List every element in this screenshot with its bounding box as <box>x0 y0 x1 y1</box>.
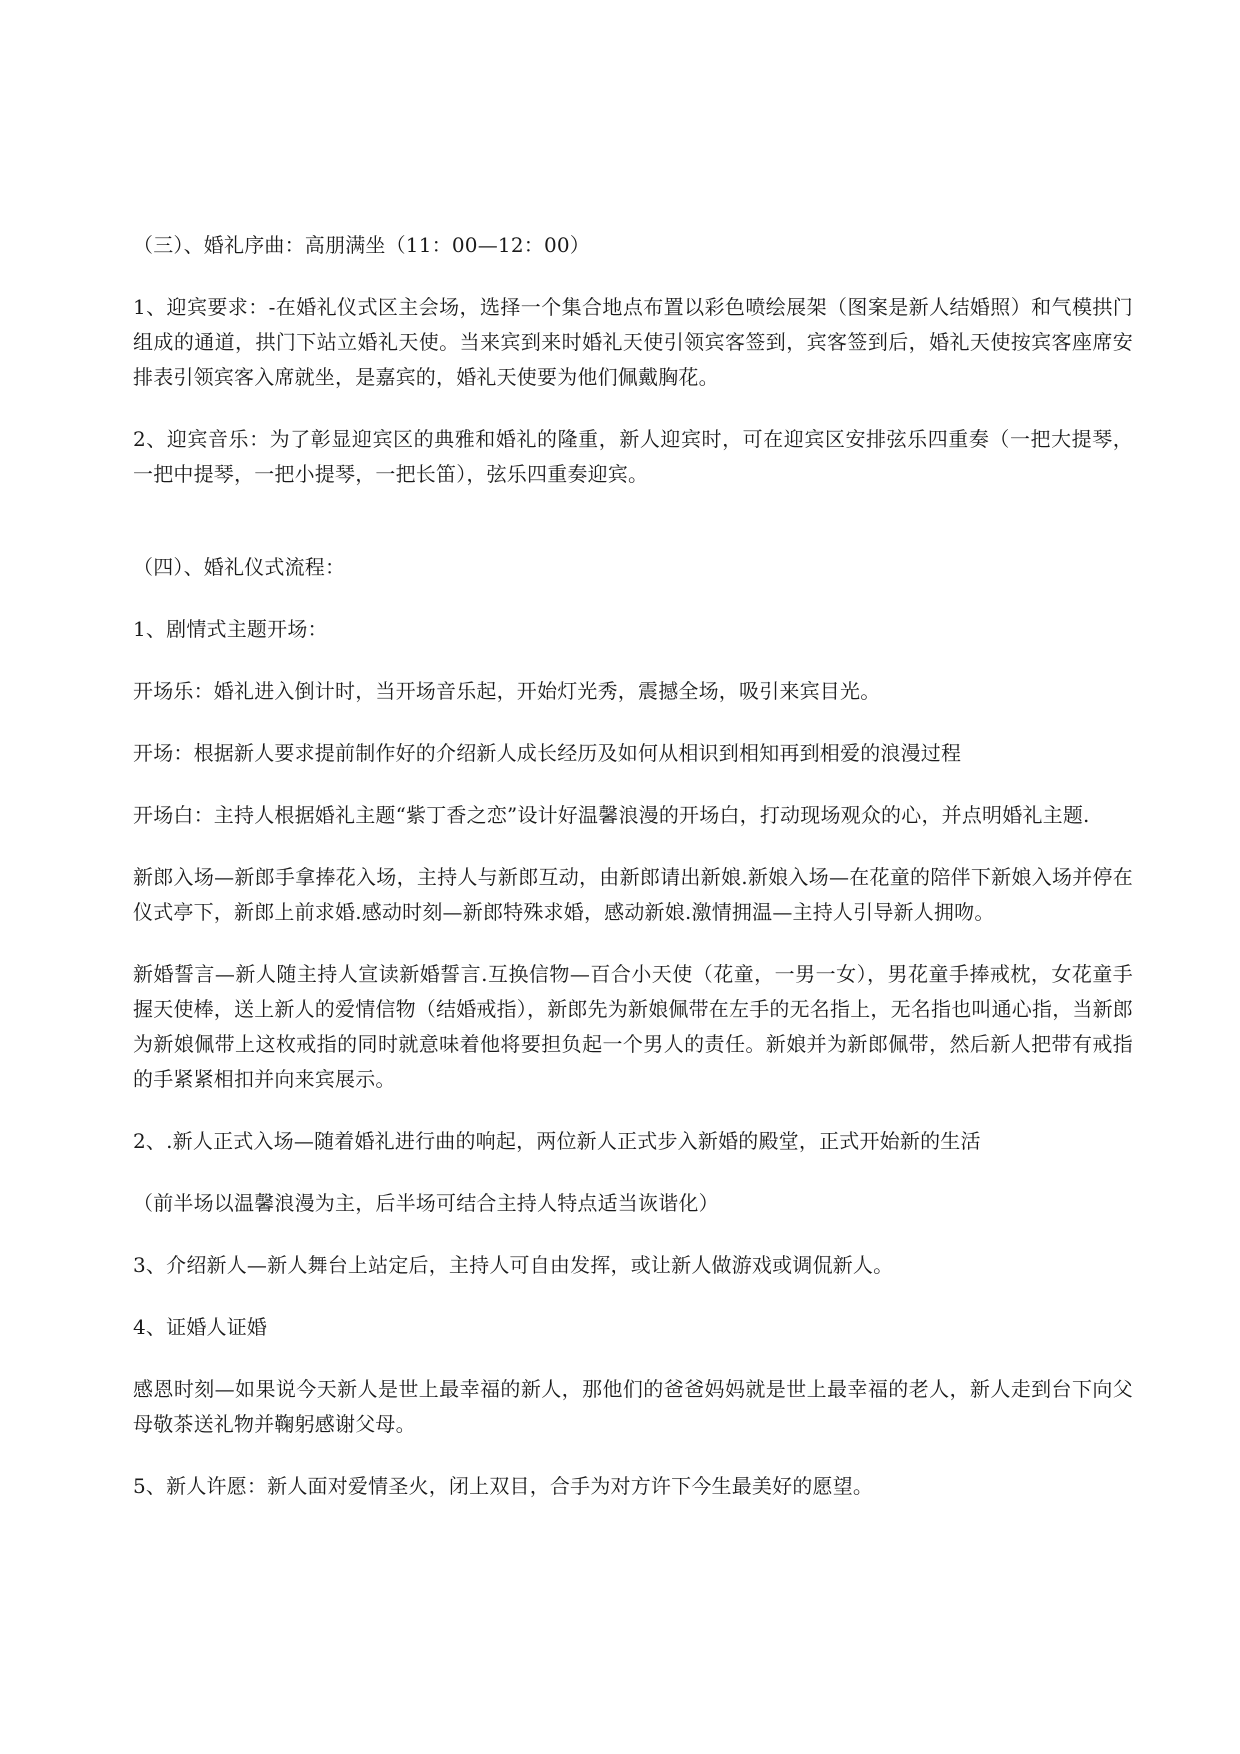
welcome-requirements-paragraph: 1、迎宾要求：-在婚礼仪式区主会场，选择一个集合地点布置以彩色喷绘展架（图案是新人结婚照）和气模拱门组成的通道，拱门下站立婚礼天使。当来宾到来时婚礼天使引领宾客签到，宾客签到后，婚礼天使按宾客座席安排表引领宾客入席就坐，是嘉宾的，婚礼天使要为他们佩戴胸花。 <box>133 295 1133 389</box>
section-4-heading: （四）、婚礼仪式流程： <box>133 555 346 579</box>
wish-paragraph: 5、新人许愿：新人面对爱情圣火，闭上双目，合手为对方许下今生最美好的愿望。 <box>133 1474 874 1498</box>
opening-speech-paragraph: 开场白：主持人根据婚礼主题“紫丁香之恋”设计好温馨浪漫的开场白，打动现场观众的心，并点明婚礼主题. <box>133 803 1090 827</box>
document-page <box>133 228 1133 1531</box>
welcome-music-paragraph: 2、迎宾音乐：为了彰显迎宾区的典雅和婚礼的隆重，新人迎宾时，可在迎宾区安排弦乐四重奏（一把大提琴，一把中提琴，一把小提琴，一把长笛），弦乐四重奏迎宾。 <box>133 427 1133 486</box>
opening-paragraph: 开场：根据新人要求提前制作好的介绍新人成长经历及如何从相识到相知再到相爱的浪漫过程 <box>133 741 962 765</box>
introduce-couple-paragraph: 3、介绍新人—新人舞台上站定后，主持人可自由发挥，或让新人做游戏或调侃新人。 <box>133 1253 894 1277</box>
section-3-heading: （三）、婚礼序曲：高朋满坐（11：00—12：00） <box>133 233 590 257</box>
gratitude-paragraph: 感恩时刻—如果说今天新人是世上最幸福的新人，那他们的爸爸妈妈就是世上最幸福的老人，新人走到台下向父母敬茶送礼物并鞠躬感谢父母。 <box>133 1377 1133 1436</box>
couple-entrance-paragraph: 2、.新人正式入场—随着婚礼进行曲的响起，两位新人正式步入新婚的殿堂，正式开始新的生活 <box>133 1129 981 1153</box>
wedding-vows-paragraph: 新婚誓言—新人随主持人宣读新婚誓言.互换信物—百合小天使（花童，一男一女），男花童手捧戒枕，女花童手握天使棒，送上新人的爱情信物（结婚戒指），新郎先为新娘佩带在左手的无名指上，无名指也叫通心指，当新郎为新娘佩带上这枚戒指的同时就意味着他将要担负起一个男人的责任。新娘并为新郎佩带，然后新人把带有戒指的手紧紧相扣并向来宾展示。 <box>133 962 1133 1091</box>
themed-opening-paragraph: 1、剧情式主题开场： <box>133 617 328 641</box>
groom-entrance-paragraph: 新郎入场—新郎手拿捧花入场，主持人与新郎互动，由新郎请出新娘.新娘入场—在花童的陪伴下新娘入场并停在仪式亭下，新郎上前求婚.感动时刻—新郎特殊求婚，感动新娘.激情拥温—主持人引导新人拥吻。 <box>133 865 1133 924</box>
opening-music-paragraph: 开场乐：婚礼进入倒计时，当开场音乐起，开始灯光秀，震撼全场，吸引来宾目光。 <box>133 679 881 703</box>
style-note-paragraph: （前半场以温馨浪漫为主，后半场可结合主持人特点适当诙谐化） <box>133 1191 719 1215</box>
officiant-paragraph: 4、证婚人证婚 <box>133 1315 268 1339</box>
